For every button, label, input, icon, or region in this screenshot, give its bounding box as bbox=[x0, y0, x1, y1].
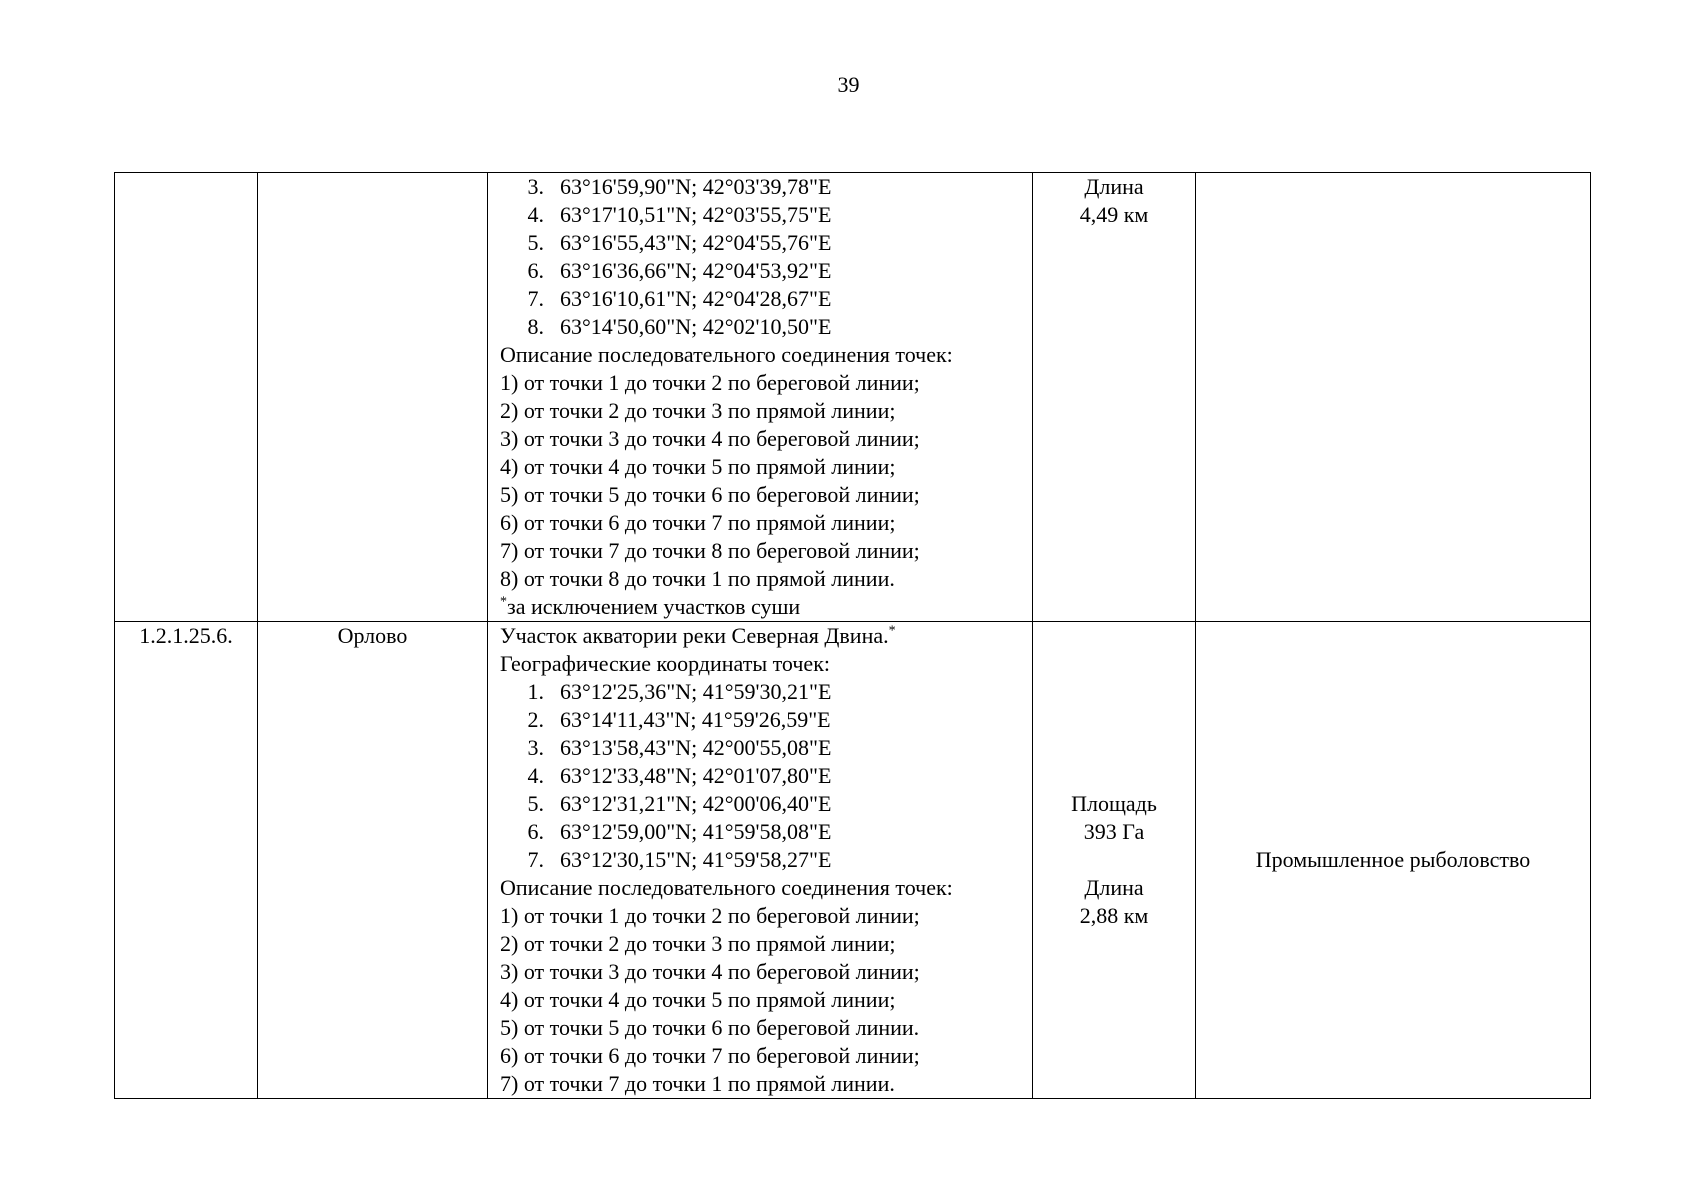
length-label: Длина bbox=[1084, 875, 1144, 900]
coordinate-point: 3. 63°13'58,43"N; 42°00'55,08"E bbox=[527, 735, 832, 760]
connection-item: 5) от точки 5 до точки 6 по береговой линии. bbox=[500, 1015, 920, 1040]
coordinate-point: 6. 63°16'36,66"N; 42°04'53,92"E bbox=[527, 258, 832, 283]
area-size-cell bbox=[1033, 622, 1196, 1099]
table-row bbox=[115, 173, 1591, 622]
area-number-cell: 1.2.1.25.6. bbox=[115, 622, 258, 1099]
connection-item: 1) от точки 1 до точки 2 по береговой линии; bbox=[500, 903, 920, 928]
length-label: Длина bbox=[1084, 174, 1144, 199]
connection-item: 2) от точки 2 до точки 3 по прямой линии; bbox=[500, 398, 896, 423]
coordinate-point: 4. 63°12'33,48"N; 42°01'07,80"E bbox=[527, 763, 832, 788]
connection-heading: Описание последовательного соединения точек: bbox=[500, 875, 953, 900]
connection-item: 6) от точки 6 до точки 7 по береговой линии; bbox=[500, 1043, 920, 1068]
connection-item: 2) от точки 2 до точки 3 по прямой линии; bbox=[500, 931, 896, 956]
footnote-mark: * bbox=[500, 594, 507, 610]
connection-heading: Описание последовательного соединения точек: bbox=[500, 342, 953, 367]
connection-item: 5) от точки 5 до точки 6 по береговой линии; bbox=[500, 482, 920, 507]
coordinate-point: 5. 63°16'55,43"N; 42°04'55,76"E bbox=[527, 230, 832, 255]
length-value: 4,49 км bbox=[1079, 202, 1149, 227]
table-row bbox=[115, 622, 1591, 1099]
area-description-cell bbox=[488, 173, 1033, 622]
coordinate-point: 8. 63°14'50,60"N; 42°02'10,50"E bbox=[527, 314, 832, 339]
area-number-cell bbox=[115, 173, 258, 622]
page-number: 39 bbox=[837, 72, 860, 97]
connection-item: 7) от точки 7 до точки 1 по прямой линии. bbox=[500, 1071, 895, 1096]
connection-item: 4) от точки 4 до точки 5 по прямой линии; bbox=[500, 987, 896, 1012]
fishing-type-cell bbox=[1196, 173, 1591, 622]
coordinate-point: 6. 63°12'59,00"N; 41°59'58,08"E bbox=[527, 819, 832, 844]
length-value: 2,88 км bbox=[1079, 903, 1149, 928]
coordinate-point: 7. 63°16'10,61"N; 42°04'28,67"E bbox=[527, 286, 832, 311]
coordinate-point: 1. 63°12'25,36"N; 41°59'30,21"E bbox=[527, 679, 832, 704]
coordinate-point: 7. 63°12'30,15"N; 41°59'58,27"E bbox=[527, 847, 832, 872]
coordinate-point: 2. 63°14'11,43"N; 41°59'26,59"E bbox=[527, 707, 831, 732]
area-title: Участок акватории реки Северная Двина.* bbox=[500, 623, 896, 648]
fishing-type-cell: Промышленное рыболовство bbox=[1196, 622, 1591, 1099]
area-size-cell bbox=[1033, 173, 1196, 622]
spacer bbox=[1045, 846, 1183, 874]
connection-item: 7) от точки 7 до точки 8 по береговой линии; bbox=[500, 538, 920, 563]
area-value: 393 Га bbox=[1083, 819, 1145, 844]
coordinate-point: 5. 63°12'31,21"N; 42°00'06,40"E bbox=[527, 791, 832, 816]
connection-item: 6) от точки 6 до точки 7 по прямой линии; bbox=[500, 510, 896, 535]
coordinate-point: 4. 63°17'10,51"N; 42°03'55,75"E bbox=[527, 202, 832, 227]
footnote: *за исключением участков суши bbox=[500, 594, 801, 619]
area-label: Площадь bbox=[1071, 791, 1157, 816]
connection-item: 3) от точки 3 до точки 4 по береговой линии; bbox=[500, 426, 920, 451]
connection-item: 1) от точки 1 до точки 2 по береговой линии; bbox=[500, 370, 920, 395]
footnote-mark: * bbox=[888, 623, 896, 639]
area-name-cell bbox=[258, 173, 488, 622]
connection-item: 4) от точки 4 до точки 5 по прямой линии; bbox=[500, 454, 896, 479]
area-name-cell: Орлово bbox=[258, 622, 488, 1099]
area-description-cell bbox=[488, 622, 1033, 1099]
coords-heading: Географические координаты точек: bbox=[500, 651, 830, 676]
coordinate-point: 3. 63°16'59,90"N; 42°03'39,78"E bbox=[527, 174, 832, 199]
fishing-areas-table bbox=[114, 172, 1591, 1099]
connection-item: 3) от точки 3 до точки 4 по береговой линии; bbox=[500, 959, 920, 984]
connection-item: 8) от точки 8 до точки 1 по прямой линии. bbox=[500, 566, 895, 591]
